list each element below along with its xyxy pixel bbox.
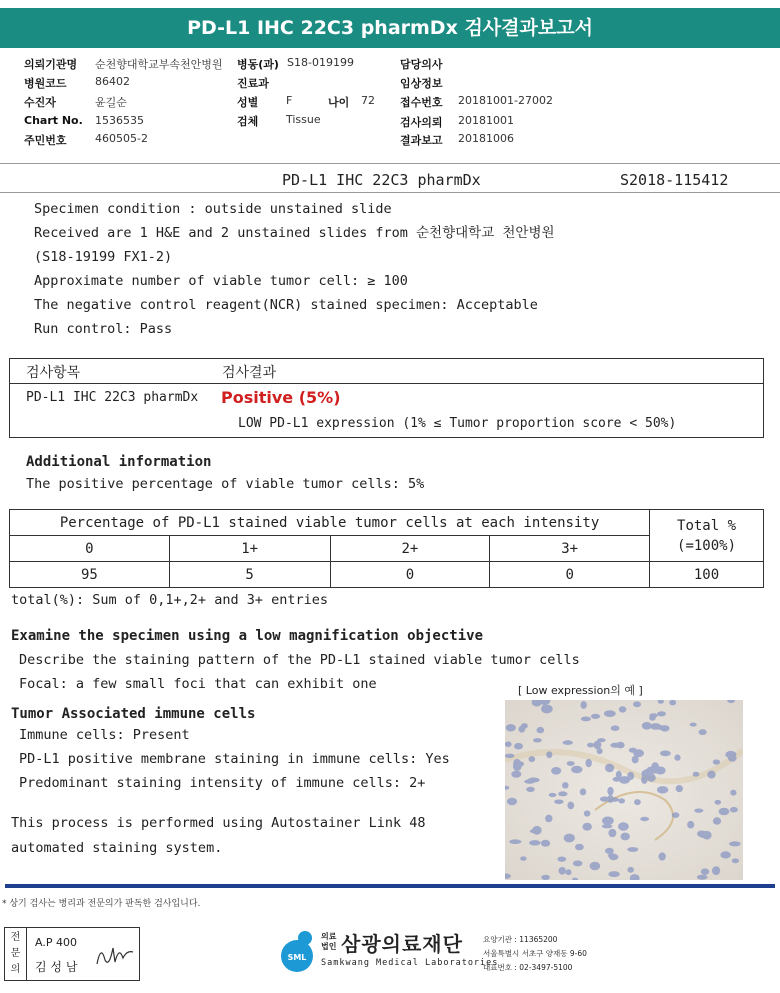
cell-nucleus xyxy=(590,862,601,871)
cell-nucleus xyxy=(647,774,656,782)
request-label: 검사의뢰 xyxy=(400,116,443,129)
cell-nucleus xyxy=(581,701,587,709)
cell-nucleus xyxy=(567,802,574,810)
report-date-label: 결과보고 xyxy=(400,134,443,147)
cell-nucleus xyxy=(627,867,634,873)
cell-nucleus xyxy=(707,771,715,779)
cell-nucleus xyxy=(713,759,720,764)
cell-nucleus xyxy=(693,772,700,777)
cell-nucleus xyxy=(674,754,680,760)
cell-nucleus xyxy=(701,868,709,875)
specimen-value: Tissue xyxy=(286,113,321,126)
cell-nucleus xyxy=(594,741,602,750)
microscopy-example-image xyxy=(505,700,743,880)
cell-nucleus xyxy=(564,834,575,843)
cell-nucleus xyxy=(524,779,535,783)
value-cell: 0 xyxy=(330,562,490,588)
intensity-cell: 3+ xyxy=(490,536,650,562)
sml-logo-icon xyxy=(275,928,321,974)
cell-nucleus xyxy=(608,871,619,877)
handwritten-signature-icon xyxy=(93,938,137,972)
report-header xyxy=(0,168,780,192)
value-cell: 0 xyxy=(490,562,650,588)
sex-value: F xyxy=(286,94,293,107)
signature-code: A.P 400 xyxy=(35,936,77,949)
total-header: Total % (=100%) xyxy=(650,510,764,562)
divider xyxy=(10,383,763,384)
age-value: 72 xyxy=(361,94,375,107)
dept-label: 병동(과) xyxy=(237,58,279,71)
cell-nucleus xyxy=(541,875,550,880)
examine-line: Describe the staining pattern of the PD-L1 stained viable tumor cells xyxy=(19,652,580,668)
clinical-info-label: 임상정보 xyxy=(400,77,443,90)
process-line: automated staining system. xyxy=(11,840,223,856)
lab-name-kr: 삼광의료재단 xyxy=(341,932,463,956)
cell-nucleus xyxy=(526,787,535,792)
cell-nucleus xyxy=(720,851,730,858)
cell-nucleus xyxy=(613,777,621,782)
cell-nucleus xyxy=(529,840,540,845)
cell-nucleus xyxy=(563,740,573,745)
cell-nucleus xyxy=(520,856,526,860)
signature-char: 전 xyxy=(10,932,21,943)
cell-nucleus xyxy=(584,810,591,816)
cell-nucleus xyxy=(514,743,523,750)
cell-nucleus xyxy=(669,700,676,705)
sex-label: 성별 xyxy=(237,96,259,109)
cell-nucleus xyxy=(580,788,586,795)
specimen-line: (S18-19199 FX1-2) xyxy=(34,249,173,265)
cell-nucleus xyxy=(640,817,649,821)
example-caption: [ Low expression의 예 ] xyxy=(518,684,643,697)
cell-nucleus xyxy=(676,785,683,792)
specimen-line: Received are 1 H&E and 2 unstained slides from 순천향대학교 천안병원 xyxy=(34,225,555,241)
cell-nucleus xyxy=(608,853,617,857)
additional-heading: Additional information xyxy=(26,454,212,470)
signature-name: 김 성 남 xyxy=(35,960,78,974)
signature-box xyxy=(4,927,140,981)
patient-label: 수진자 xyxy=(24,96,56,109)
cell-nucleus xyxy=(608,829,616,838)
cell-nucleus xyxy=(690,723,697,727)
chart-label: Chart No. xyxy=(24,114,83,127)
resident-label: 주민번호 xyxy=(24,134,67,147)
org-type-1: 의료 xyxy=(321,932,337,941)
test-name-header: PD-L1 IHC 22C3 pharmDx xyxy=(282,171,481,189)
cell-nucleus xyxy=(557,857,566,862)
cell-nucleus xyxy=(541,840,550,847)
table-note: total(%): Sum of 0,1+,2+ and 3+ entries xyxy=(11,592,328,608)
cell-nucleus xyxy=(511,771,521,778)
lab-logo xyxy=(275,928,605,978)
expression-text: LOW PD-L1 expression (1% ≤ Tumor proportion score < 50%) xyxy=(238,416,677,431)
cell-nucleus xyxy=(602,817,614,825)
cell-nucleus xyxy=(602,824,613,828)
specimen-line: Specimen condition : outside unstained slide xyxy=(34,201,392,217)
result-box xyxy=(9,358,764,438)
cell-nucleus xyxy=(567,761,575,766)
cell-nucleus xyxy=(587,743,594,748)
cell-nucleus xyxy=(657,711,666,716)
cell-nucleus xyxy=(558,791,567,796)
report-title: PD-L1 IHC 22C3 pharmDx 검사결과보고서 xyxy=(0,8,780,48)
value-cell: 95 xyxy=(10,562,170,588)
doctor-label: 담당의사 xyxy=(400,58,443,71)
cell-nucleus xyxy=(732,858,739,863)
divider xyxy=(0,192,780,193)
cell-nucleus xyxy=(506,724,516,731)
cell-nucleus xyxy=(699,831,709,838)
cell-nucleus xyxy=(650,723,661,730)
cell-nucleus xyxy=(562,782,569,788)
cell-nucleus xyxy=(719,808,730,816)
value-cell: 5 xyxy=(169,562,330,588)
cell-nucleus xyxy=(605,764,614,773)
cell-nucleus xyxy=(634,799,641,805)
svg-text:SML: SML xyxy=(287,953,307,962)
examine-heading: Examine the specimen using a low magnification objective xyxy=(11,628,484,644)
institution-label: 의뢰기관명 xyxy=(24,58,78,71)
cell-nucleus xyxy=(633,749,644,757)
cell-nucleus xyxy=(610,743,621,748)
divider xyxy=(0,163,780,164)
cell-nucleus xyxy=(604,710,616,717)
cell-nucleus xyxy=(730,807,738,813)
dept-value: S18-019199 xyxy=(287,56,354,69)
cell-nucleus xyxy=(571,766,582,773)
cell-nucleus xyxy=(586,759,592,768)
lab-name-en: Samkwang Medical Laboratories xyxy=(321,958,499,968)
report-id: S2018-115412 xyxy=(620,171,729,189)
additional-text: The positive percentage of viable tumor cells: 5% xyxy=(26,476,425,492)
cell-nucleus xyxy=(618,822,629,831)
cell-nucleus xyxy=(591,714,600,719)
cell-nucleus xyxy=(505,754,514,758)
specimen-line: The negative control reagent(NCR) stained specimen: Acceptable xyxy=(34,297,538,313)
table-header: Percentage of PD-L1 stained viable tumor cells at each intensity xyxy=(10,510,650,536)
cell-nucleus xyxy=(605,848,614,854)
org-type-2: 법인 xyxy=(321,942,337,951)
cell-nucleus xyxy=(532,826,542,835)
cell-nucleus xyxy=(509,839,521,844)
immune-line: Predominant staining intensity of immune cells: 2+ xyxy=(19,775,426,791)
signature-title xyxy=(5,928,27,980)
cell-nucleus xyxy=(551,767,561,775)
cell-nucleus xyxy=(618,798,625,803)
intensity-cell: 1+ xyxy=(169,536,330,562)
immune-line: PD-L1 positive membrane staining in immune cells: Yes xyxy=(19,751,450,767)
specimen-info xyxy=(34,197,555,341)
cell-nucleus xyxy=(627,847,638,852)
process-line: This process is performed using Autostainer Link 48 xyxy=(11,815,426,831)
hospital-code-label: 병원코드 xyxy=(24,77,67,90)
cell-nucleus xyxy=(633,701,641,707)
receipt-no-value: 20181001-27002 xyxy=(458,94,553,107)
cell-nucleus xyxy=(660,750,671,756)
cell-nucleus xyxy=(659,852,666,860)
institution-value: 순천향대학교부속천안병원 xyxy=(95,58,223,71)
intensity-cell: 0 xyxy=(10,536,170,562)
cell-nucleus xyxy=(672,812,680,818)
cell-nucleus xyxy=(611,725,620,731)
examine-line: Focal: a few small foci that can exhibit one xyxy=(19,676,377,692)
signature-char: 의 xyxy=(10,964,21,975)
request-value: 20181001 xyxy=(458,114,514,127)
cell-nucleus xyxy=(641,775,648,784)
cell-nucleus xyxy=(549,793,557,797)
cell-nucleus xyxy=(607,787,613,795)
cell-nucleus xyxy=(712,866,720,875)
cell-nucleus xyxy=(546,751,552,758)
cell-nucleus xyxy=(575,844,584,851)
specimen-line: Approximate number of viable tumor cell: ≥ 100 xyxy=(34,273,408,289)
cell-nucleus xyxy=(559,867,566,875)
cell-nucleus xyxy=(649,715,656,721)
age-label: 나이 xyxy=(328,96,350,109)
total-cell: 100 xyxy=(650,562,764,588)
specimen-label: 검체 xyxy=(237,115,259,128)
immune-line: Immune cells: Present xyxy=(19,727,190,743)
patient-info xyxy=(0,54,780,154)
footer-note: * 상기 검사는 병리과 전문의가 판독한 검사입니다. xyxy=(2,899,201,909)
cell-nucleus xyxy=(542,705,548,709)
cell-nucleus xyxy=(650,769,661,773)
cell-nucleus xyxy=(729,841,741,846)
percentage-table xyxy=(9,509,764,588)
intensity-cell: 2+ xyxy=(330,536,490,562)
lab-info: 대표번호 : 02-3497-5100 xyxy=(483,963,573,972)
cell-nucleus xyxy=(697,875,708,880)
cell-nucleus xyxy=(505,741,512,747)
specimen-line: Run control: Pass xyxy=(34,321,173,337)
cell-nucleus xyxy=(566,869,572,875)
cell-nucleus xyxy=(545,815,552,823)
cell-nucleus xyxy=(687,821,694,829)
report-date-value: 20181006 xyxy=(458,132,514,145)
footer-divider xyxy=(5,884,775,888)
hospital-code-value: 86402 xyxy=(95,75,130,88)
cell-nucleus xyxy=(581,717,591,722)
cell-nucleus xyxy=(715,800,722,805)
test-item: PD-L1 IHC 22C3 pharmDx xyxy=(26,390,199,405)
immune-heading: Tumor Associated immune cells xyxy=(11,706,256,722)
col-result-header: 검사결과 xyxy=(222,365,277,381)
cell-nucleus xyxy=(507,798,517,805)
cell-nucleus xyxy=(607,795,613,803)
cell-nucleus xyxy=(725,751,736,758)
cell-nucleus xyxy=(513,759,521,768)
cell-nucleus xyxy=(619,706,627,712)
lab-info: 서울특별시 서초구 양재동 9-60 xyxy=(483,949,587,958)
cell-nucleus xyxy=(657,786,668,793)
lab-info: 요양기관 : 11365200 xyxy=(483,935,558,944)
patient-value: 윤길순 xyxy=(95,96,127,109)
cell-nucleus xyxy=(554,800,564,805)
receipt-no-label: 접수번호 xyxy=(400,96,443,109)
test-result: Positive (5%) xyxy=(221,388,341,407)
cell-nucleus xyxy=(529,756,536,762)
col-item-header: 검사항목 xyxy=(26,365,81,381)
cell-nucleus xyxy=(519,726,526,733)
cell-nucleus xyxy=(713,817,721,825)
chart-value: 1536535 xyxy=(95,114,144,127)
cell-nucleus xyxy=(537,727,545,733)
cell-nucleus xyxy=(699,729,707,735)
cell-nucleus xyxy=(573,860,583,866)
resident-value: 460505-2 xyxy=(95,132,148,145)
cell-nucleus xyxy=(694,809,703,813)
cell-nucleus xyxy=(533,738,542,742)
cell-nucleus xyxy=(583,823,592,831)
cell-nucleus xyxy=(730,790,736,796)
signature-char: 문 xyxy=(10,948,21,959)
department-label: 진료과 xyxy=(237,77,269,90)
cell-nucleus xyxy=(621,833,630,841)
